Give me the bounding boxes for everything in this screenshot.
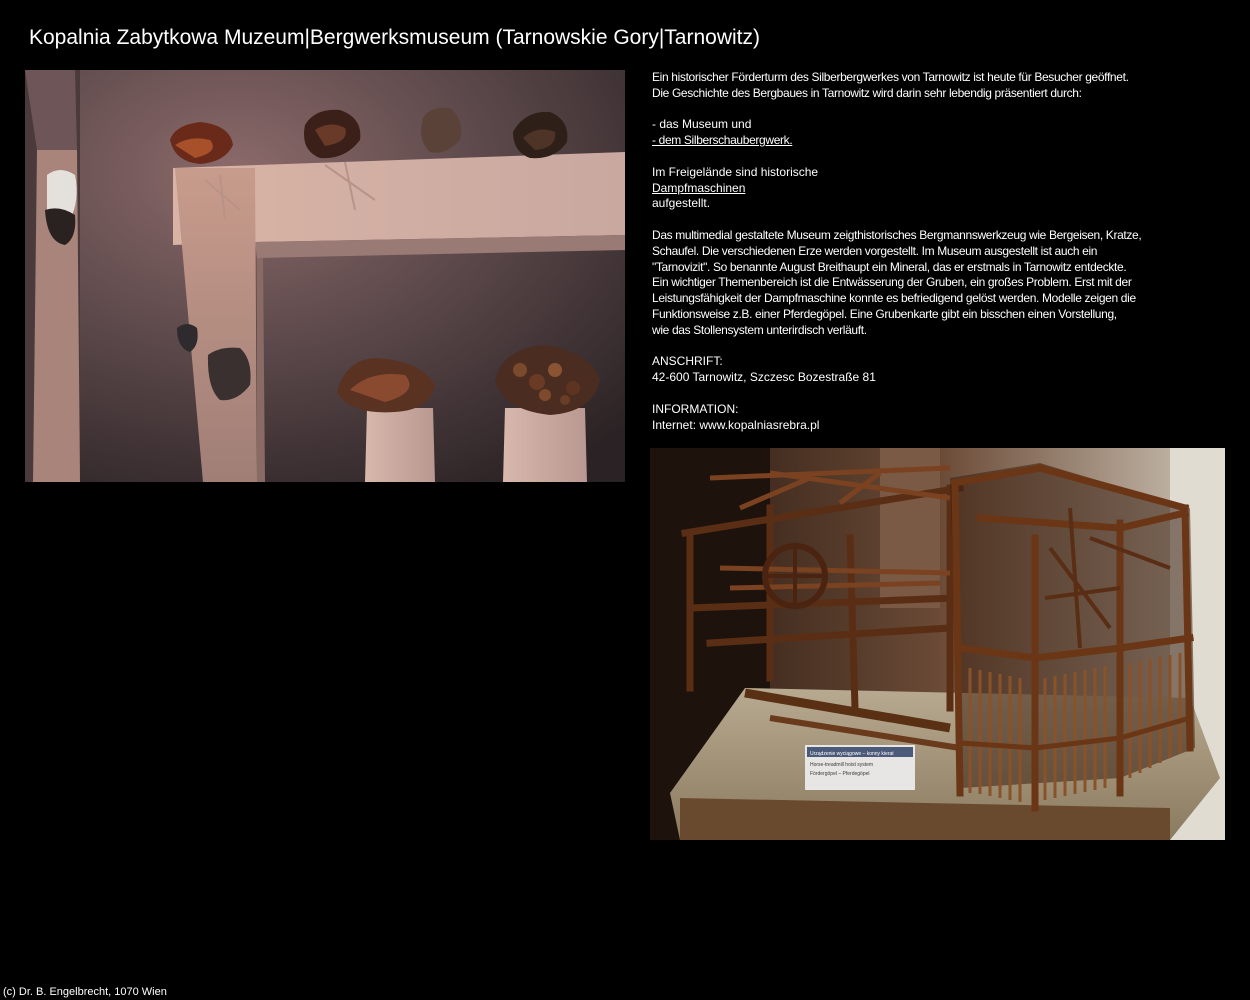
silver-mine-link[interactable]: - dem Silberschaubergwerk. <box>652 133 793 148</box>
museum-line: Schaufel. Die verschiedenen Erze werden vorgestellt. Im Museum ausgestellt ist auch ein <box>652 243 1098 258</box>
model-info-plaque <box>805 745 915 790</box>
outdoor-line-3: aufgestellt. <box>652 196 711 211</box>
museum-line: "Tarnovizit". So benannte August Breithaupt ein Mineral, das er erstmals in Tarnowitz entdeckte. <box>652 259 1127 274</box>
museum-line: Ein wichtiger Themenbereich ist die Entwässerung der Gruben, ein großes Problem. Erst mit der <box>652 275 1132 290</box>
outdoor-paragraph <box>652 165 1212 212</box>
page-title: Kopalnia Zabytkowa Muzeum|Bergwerksmuseum (Tarnowskie Gory|Tarnowitz) <box>29 26 761 49</box>
museum-line: Funktionsweise z.B. einer Pferdegöpel. Eine Grubenkarte gibt ein bisschen einen Vorstellung, <box>652 306 1117 321</box>
list-item-museum: - das Museum und <box>652 117 752 132</box>
list-paragraph <box>652 117 1212 149</box>
intro-paragraph <box>652 70 1212 102</box>
address-value: 42-600 Tarnowitz, Szczesc Bozestraße 81 <box>652 370 876 385</box>
minerals-photo <box>25 70 625 482</box>
information-paragraph <box>652 402 1212 434</box>
plaque-title: Urządzenie wyciągowe – konny kierat <box>810 751 894 757</box>
steam-engines-link[interactable]: Dampfmaschinen <box>652 180 746 195</box>
plaque-line-2: Horse-treadmill hoist system <box>810 762 874 768</box>
intro-line-1: Ein historischer Förderturm des Silberbergwerkes von Tarnowitz ist heute für Besucher geöffnet. <box>652 70 1129 84</box>
intro-line-2: Die Geschichte des Bergbaues in Tarnowitz wird darin sehr lebendig präsentiert durch: <box>652 85 1082 100</box>
information-label: INFORMATION: <box>652 401 739 416</box>
address-paragraph <box>652 354 1212 386</box>
museum-line: Leistungsfähigkeit der Dampfmaschine konnte es befriedigend gelöst werden. Modelle zeigen die <box>652 291 1136 306</box>
information-value: Internet: www.kopalniasrebra.pl <box>652 417 820 432</box>
outdoor-line-1: Im Freigelände sind historische <box>652 164 819 179</box>
plaque-line-3: Fördergöpel – Pferdegöpel <box>810 771 870 777</box>
museum-line: wie das Stollensystem unterirdisch verläuft. <box>652 322 867 337</box>
footer-copyright: (c) Dr. B. Engelbrecht, 1070 Wien <box>3 986 167 998</box>
museum-line: Das multimedial gestaltete Museum zeigthistorisches Bergmannswerkzeug wie Bergeisen, Kratze, <box>652 227 1142 242</box>
museum-paragraph <box>652 228 1212 339</box>
address-label: ANSCHRIFT: <box>652 354 723 369</box>
description-text <box>652 70 1212 449</box>
horse-gin-model-photo <box>650 448 1225 840</box>
